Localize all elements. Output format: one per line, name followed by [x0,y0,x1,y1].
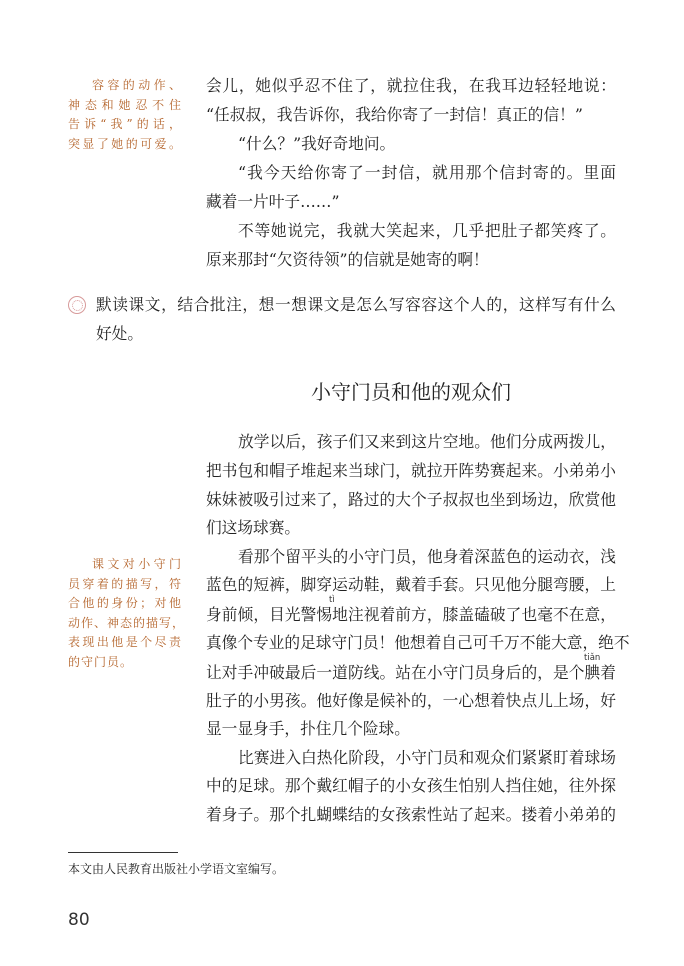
text-line: 身前倾，目光警惕地注视着前方，膝盖磕破了也毫不在意， [206,605,616,624]
note-line: 神态和她忍不住 [68,97,182,112]
note-line: 合他的身份；对他 [68,596,182,610]
note-line: 员穿着的描写，符 [68,576,182,591]
pinyin-annotation: tì [329,595,335,605]
text-line: 着身子。那个扎蝴蝶结的女孩索性站了起来。搂着小弟弟的 [206,805,616,824]
text-line: 会儿，她似乎忍不住了，就拉住我，在我耳边轻轻地说： [206,76,616,95]
note-line: 课文对小守门 [92,557,182,571]
text-line: “我今天给你寄了一封信，就用那个信封寄的。里面 [238,163,616,182]
text-line: 中的足球。那个戴红帽子的小女孩生怕别人挡住她，往外探 [206,776,616,795]
text-line: 放学以后，孩子们又来到这片空地。他们分成两拨儿， [238,432,616,451]
text-line: 不等她说完，我就大笑起来，几乎把肚子都笑疼了。 [238,221,616,240]
note-line: 容容的动作、 [92,78,182,92]
text-line: 们这场球赛。 [206,518,301,537]
text-line: “任叔叔，我告诉你，我给你寄了一封信！真正的信！” [206,105,583,124]
note-line: 动作、神态的描写， [68,615,186,630]
text-line: 把书包和帽子堆起来当球门，就拉开阵势赛起来。小弟弟小 [206,461,616,480]
text-line: 比赛进入白热化阶段，小守门员和观众们紧紧盯着球场 [238,748,616,767]
margin-note-2 [68,555,186,672]
footnote-divider [68,852,178,853]
margin-note-1 [68,76,182,154]
text-line: 原来那封“欠资待领”的信就是她寄的啊！ [206,250,489,269]
text-line: 藏着一片叶子……” [206,192,340,211]
note-line: 告诉“我”的话， [68,117,182,131]
text-line: 蓝色的短裤，脚穿运动鞋，戴着手套。只见他分腿弯腰，上 [206,575,616,594]
note-line: 的守门员。 [68,654,134,669]
text-line: 真像个专业的足球守门员！他想着自己可千万不能大意，绝不 [206,633,630,652]
footnote: 本文由人民教育出版社小学语文室编写。 [68,862,285,876]
reading-prompt-icon [68,296,86,314]
text-line: 让对手冲破最后一道防线。站在小守门员身后的，是个腆着 [206,663,616,682]
prompt-line: 默读课文，结合批注，想一想课文是怎么写容容这个人的，这样写有什么 [96,295,616,314]
text-line: 妹妹被吸引过来了，路过的大个子叔叔也坐到场边，欣赏他 [206,490,616,509]
page-number: 80 [68,910,90,930]
lesson-title: 小守门员和他的观众们 [311,380,511,404]
note-line: 突显了她的可爱。 [68,136,182,151]
note-line: 表现出他是个尽责 [68,635,182,649]
prompt-line: 好处。 [96,324,144,343]
text-line: 肚子的小男孩。他好像是候补的，一心想着快点儿上场，好 [206,691,616,710]
text-line: 显一显身手，扑住几个险球。 [206,719,410,738]
text-line: “什么？”我好奇地问。 [238,134,396,153]
pinyin-annotation: tiǎn [584,653,601,663]
text-line: 看那个留平头的小守门员，他身着深蓝色的运动衣，浅 [238,547,616,566]
